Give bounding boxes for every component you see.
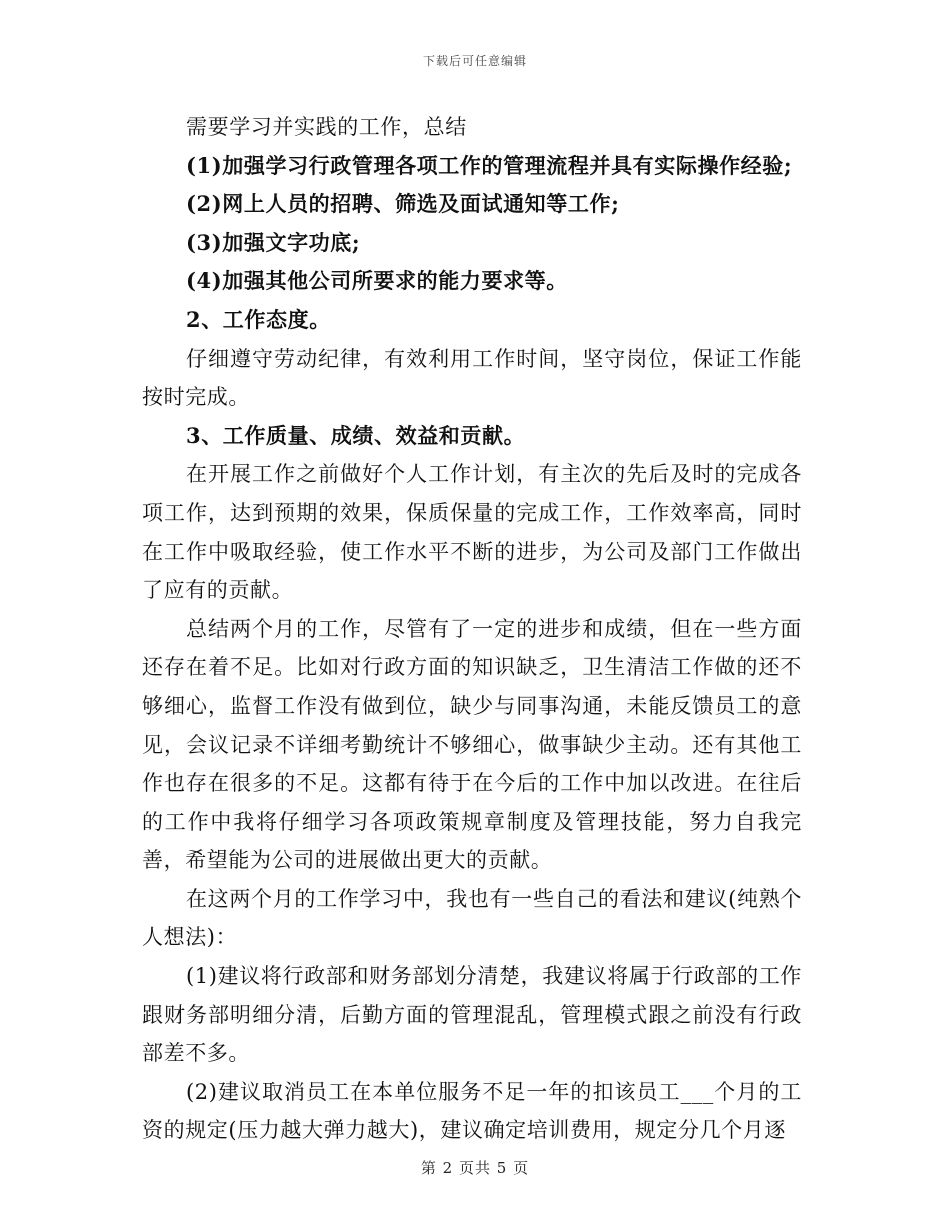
paragraph-11: 在这两个月的工作学习中，我也有一些自己的看法和建议(纯熟个人想法)： (142, 886, 802, 950)
paragraph-13: (2)建议取消员工在本单位服务不足一年的扣该员工___个月的工资的规定(压力越大弹力越大)，建议确定培训费用，规定分几个月逐 (142, 1079, 802, 1143)
paragraph-12: (1)建议将行政部和财务部划分清楚，我建议将属于行政部的工作跟财务部明细分清，后勤方面的管理混乱，管理模式跟之前没有行政部差不多。 (142, 964, 802, 1066)
paragraph-7: 仔细遵守劳动纪律，有效利用工作时间，坚守岗位，保证工作能按时完成。 (142, 346, 802, 410)
page-footer: 第 2 页共 5 页 (420, 1159, 530, 1177)
paragraph-4: (3)加强文字功底; (186, 229, 361, 255)
paragraph-10: 总结两个月的工作，尽管有了一定的进步和成绩，但在一些方面还存在着不足。比如对行政方面的知识缺乏，卫生清洁工作做的还不够细心，监督工作没有做到位，缺少与同事沟通，未能反馈员工的意见，会议记录不详细考勤统计不够细心，做事缺少主动。还有其他工作也存在很多的不足。这都有待于在今后的工作中加以改进。在往后的工作中我将仔细学习各项政策规章制度及管理技能，努力自我完善，希望能为公司的进展做出更大的贡献。 (142, 616, 802, 873)
document-body (142, 108, 802, 1150)
page-header: 下载后可任意编辑 (422, 54, 527, 68)
section-heading-work-attitude: 2、工作态度。 (186, 306, 331, 332)
paragraph-2: (1)加强学习行政管理各项工作的管理流程并具有实际操作经验; (186, 152, 793, 178)
paragraph-3: (2)网上人员的招聘、筛选及面试通知等工作; (186, 191, 620, 217)
paragraph-1: 需要学习并实践的工作，总结 (186, 115, 467, 139)
paragraph-9: 在开展工作之前做好个人工作计划，有主次的先后及时的完成各项工作，达到预期的效果，保质保量的完成工作，工作效率高，同时在工作中吸取经验，使工作水平不断的进步，为公司及部门工作做出了应有的贡献。 (142, 462, 802, 603)
section-heading-work-quality: 3、工作质量、成绩、效益和贡献。 (186, 422, 526, 448)
paragraph-5: (4)加强其他公司所要求的能力要求等。 (186, 268, 568, 294)
